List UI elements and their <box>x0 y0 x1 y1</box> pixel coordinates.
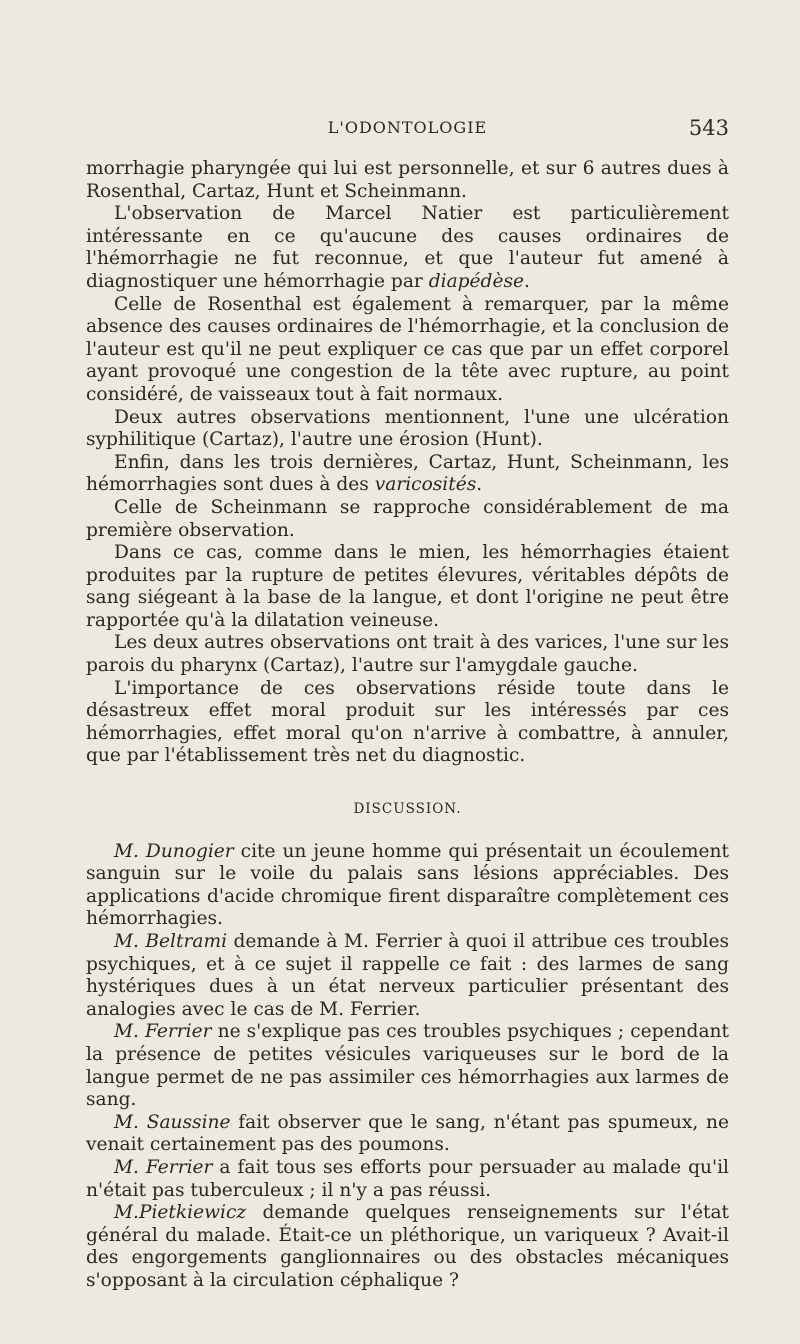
page-number: 543 <box>688 116 729 140</box>
page-header <box>86 118 729 148</box>
paragraph: Dans ce cas, comme dans le mien, les hémorrhagies étaient produites par la rupture de petites élevures, véritables dépôts de sang siégeant à la base de la langue, et dont l'origine ne peut être rapportée qu'à la dilatation veineuse. <box>86 542 729 631</box>
discussion-paragraph: M.Pietkiewicz demande quelques renseignements sur l'état général du malade. Était-ce un pléthorique, un variqueux ? Avait-il des engorgements ganglionnaires ou des obstacles mécaniques s'opposant à la circulation céphalique ? <box>86 1202 729 1291</box>
speaker-name: M. Ferrier <box>114 1156 213 1178</box>
discussion-paragraph: M. Ferrier a fait tous ses efforts pour persuader au malade qu'il n'était pas tuberculeux ; il n'y a pas réussi. <box>86 1156 729 1201</box>
paragraph: Les deux autres observations ont trait à des varices, l'une sur les parois du pharynx (Cartaz), l'autre sur l'amygdale gauche. <box>86 632 729 677</box>
paragraph: Celle de Scheinmann se rapproche considérablement de ma première observation. <box>86 496 729 541</box>
speaker-name: M. Beltrami <box>114 931 228 952</box>
paragraph: L'importance de ces observations réside toute dans le désastreux effet moral produit sur les intéressés par ces hémorrhagies, effet moral qu'on n'arrive à combattre, à annuler, que par l'établissement très net du diagnostic. <box>86 677 729 767</box>
discussion-paragraph: M. Dunogier cite un jeune homme qui présentait un écoulement sanguin sur le voile du palais sans lésions appréciables. Des applications d'acide chromique firent disparaître complètement ces hémorrhagies. <box>86 840 729 930</box>
speaker-name: M. Dunogier <box>114 840 234 862</box>
paragraph: Enfin, dans les trois dernières, Cartaz, Hunt, Scheinmann, les hémorrhagies sont dues à des varicosités. <box>86 451 729 496</box>
paragraph: Celle de Rosenthal est également à remarquer, par la même absence des causes ordinaires de l'hémorrhagie, et la conclusion de l'auteur est qu'il ne peut expliquer ce cas que par un effet corporel ayant provoqué une congestion de la tête avec rupture, au point considéré, de vaisseaux tout à fait normaux. <box>86 293 729 405</box>
body-text <box>86 158 729 1293</box>
running-title: L'ODONTOLOGIE <box>327 118 488 137</box>
paragraph: morrhagie pharyngée qui lui est personnelle, et sur 6 autres dues à Rosenthal, Cartaz, Hunt et Scheinmann. <box>86 158 729 202</box>
speaker-name: M. Saussine <box>114 1111 231 1133</box>
discussion-paragraph: M. Ferrier ne s'explique pas ces troubles psychiques ; cependant la présence de petites vésicules variqueuses sur le bord de la langue permet de ne pas assimiler ces hémorrhagies aux larmes de sang. <box>86 1021 729 1111</box>
paragraph: Deux autres observations mentionnent, l'une une ulcération syphilitique (Cartaz), l'autre une érosion (Hunt). <box>86 406 729 451</box>
discussion-paragraph: M. Saussine fait observer que le sang, n'étant pas spumeux, ne venait certainement pas des poumons. <box>86 1111 729 1156</box>
discussion-paragraph: M. Beltrami demande à M. Ferrier à quoi il attribue ces troubles psychiques, et à ce sujet il rappelle ce fait : des larmes de sang hystériques dues à un état nerveux particulier présentant des analogies avec le cas de M. Ferrier. <box>86 931 730 1020</box>
speaker-name: M.Pietkiewicz <box>114 1202 247 1224</box>
paragraph: L'observation de Marcel Natier est particulièrement intéressante en ce qu'aucune des causes ordinaires de l'hémorrhagie ne fut reconnue, et que l'auteur fut amené à diagnostiquer une hémorrhagie par diapédèse. <box>86 203 729 292</box>
section-heading: DISCUSSION. <box>353 801 462 818</box>
speaker-name: M. Ferrier <box>114 1021 212 1043</box>
